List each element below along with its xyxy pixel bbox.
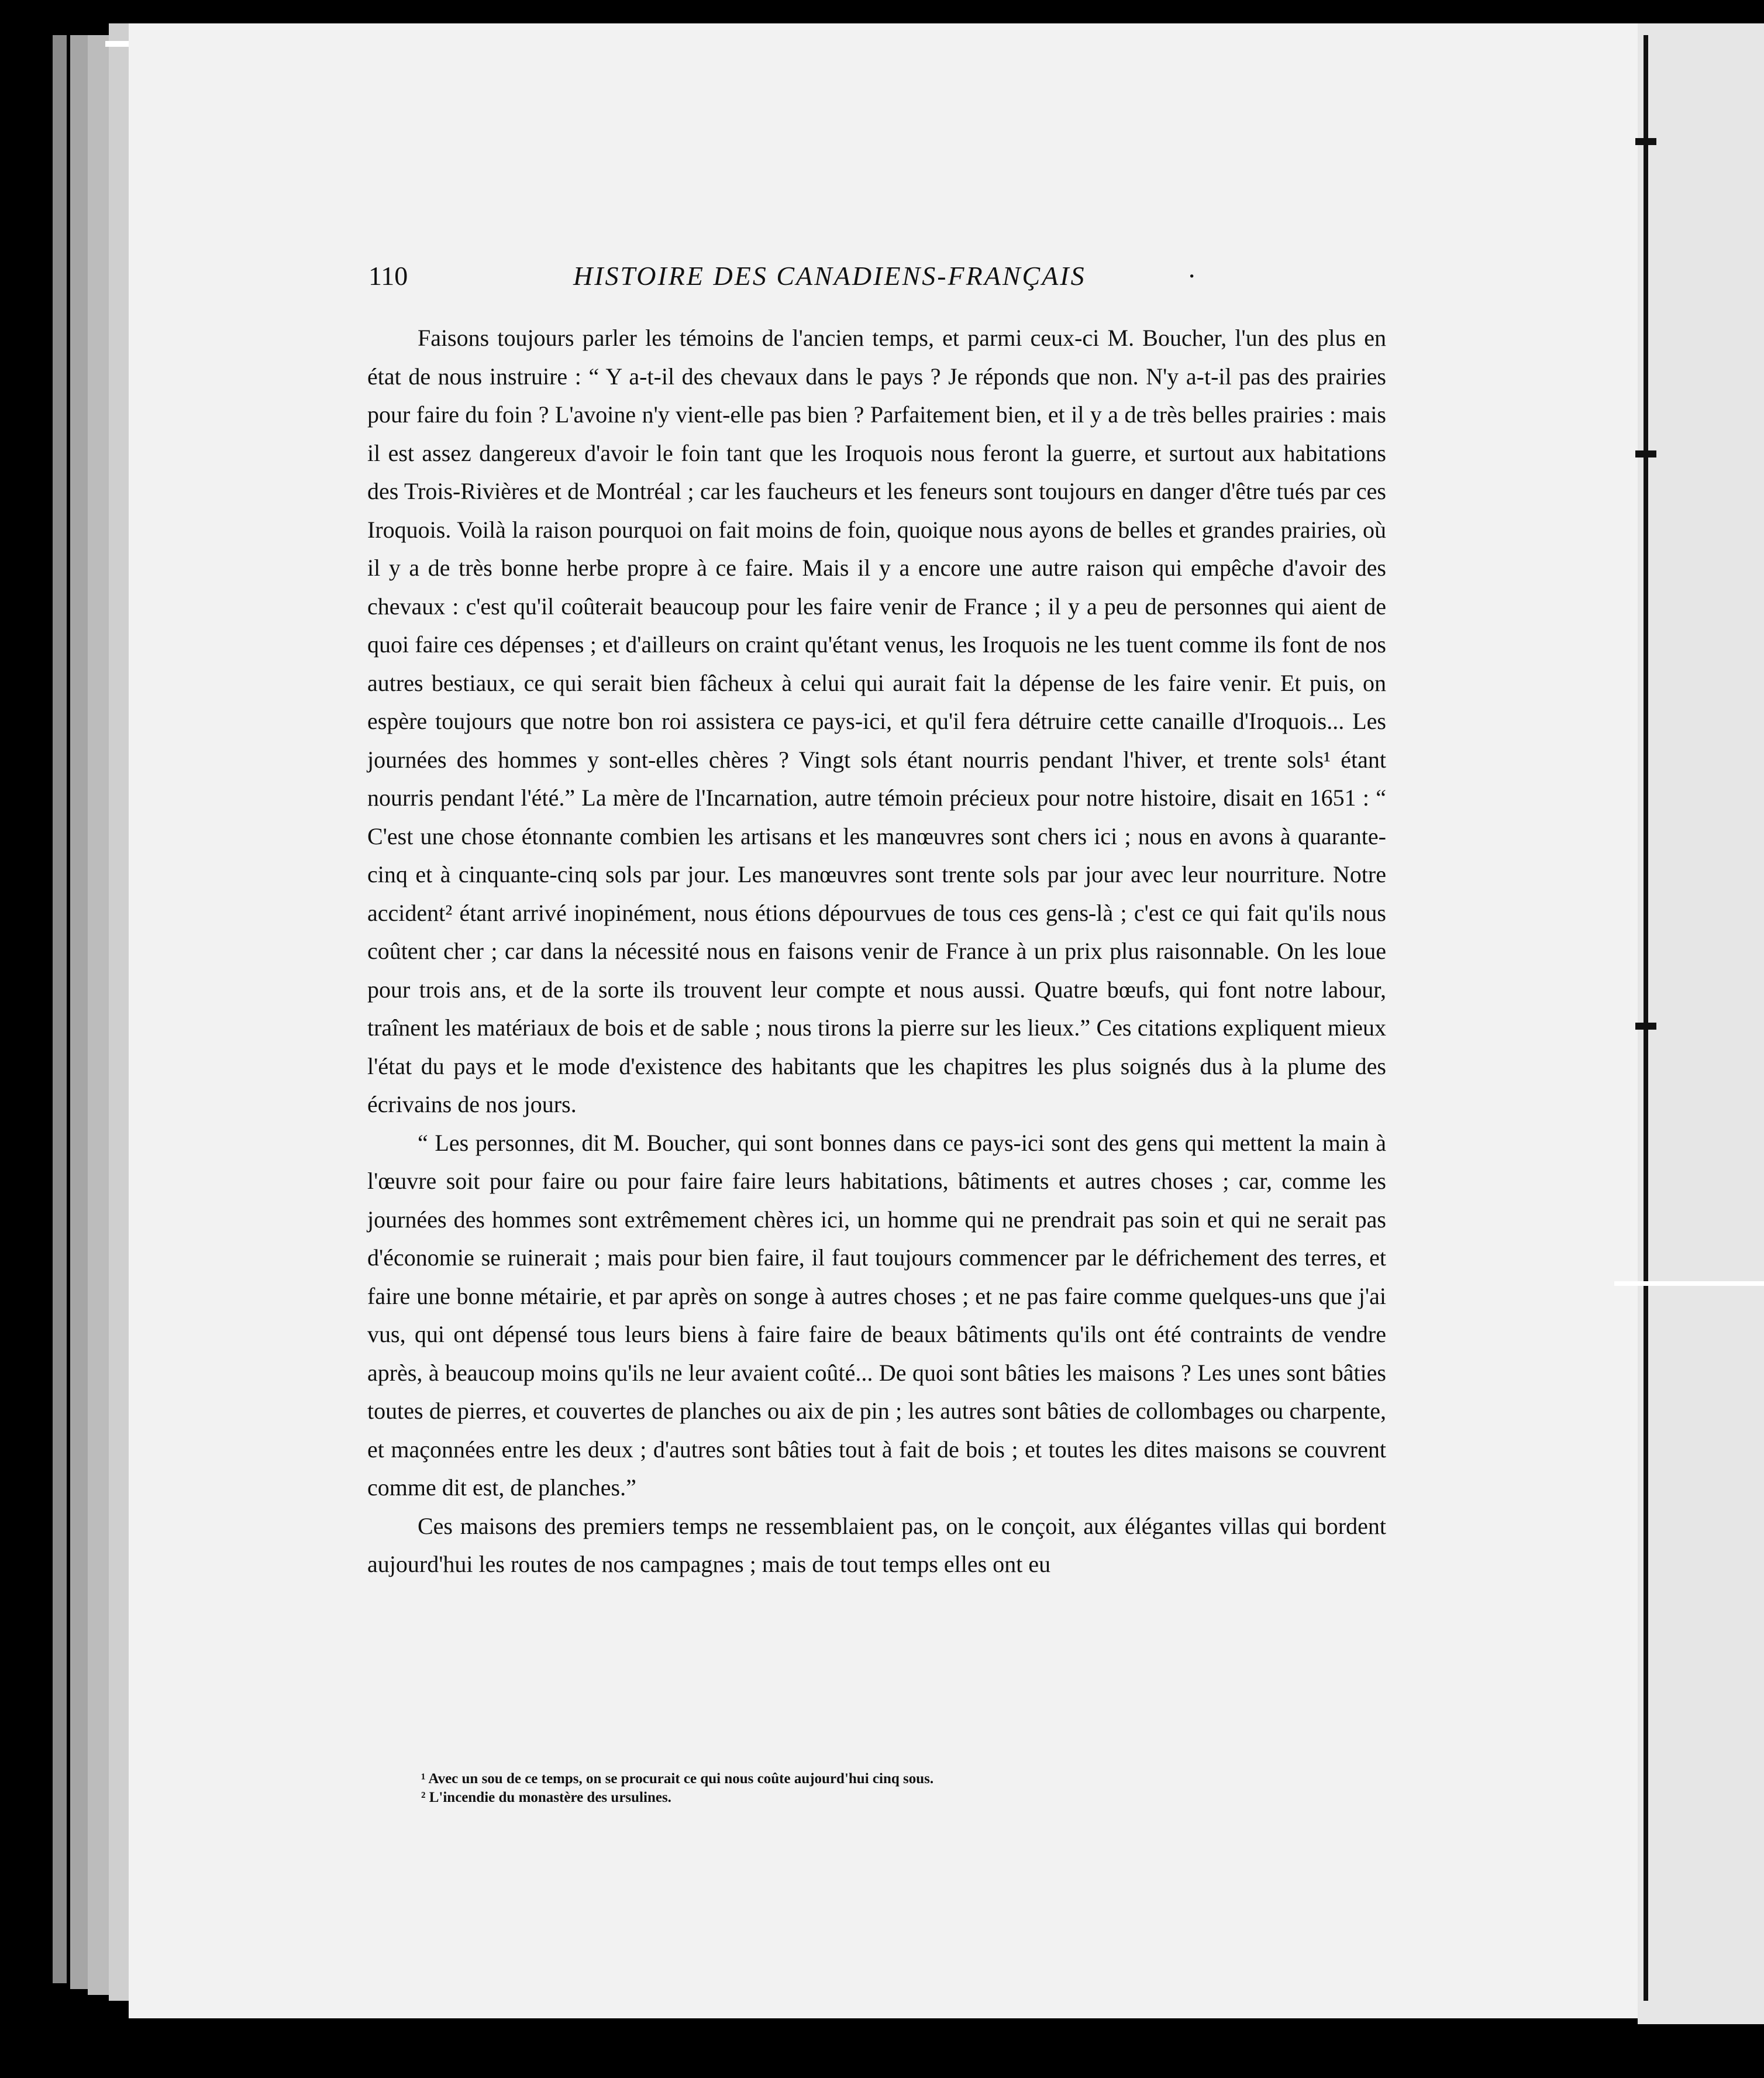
footnote: ² L'incendie du monastère des ursulines. [421,1790,671,1805]
running-title: HISTOIRE DES CANADIENS-FRANÇAIS [573,261,1086,291]
page-crease [1614,1281,1764,1286]
paragraph: “ Les personnes, dit M. Boucher, qui sont bonnes dans ce pays-ici sont des gens qui mettent la main à l'œuvre soit pour faire ou pour faire faire leurs habitations, bâtiments et autres choses ; car, comme les journées des hommes sont extrêmement chères ici, un homme qui ne prendrait pas soin et qui ne serait pas d'économie se ruinerait ; mais pour bien faire, il faut toujours commencer par le défrichement des terres, et faire une bonne métairie, et par après on songe à autres choses ; et ne pas faire comme quelques-uns que j'ai vus, qui ont dépensé tous leurs biens à faire faire de beaux bâtiments qu'ils ont été contraints de vendre après, à beaucoup moins qu'ils ne leur avaient coûté... De quoi sont bâties les maisons ? Les unes sont bâties toutes de pierres, et couvertes de planches ou aix de pin ; les autres sont bâties de collombages ou charpente, et maçonnées entre les deux ; d'autres sont bâties tout à fait de bois ; et toutes les dites maisons se couvrent comme dit est, de planches.” [367,1129,1386,1501]
gutter-mark [1635,450,1656,457]
binding-gutter [1644,35,1648,2001]
paragraph: Ces maisons des premiers temps ne ressemblaient pas, on le conçoit, aux élégantes villas qui bordent aujourd'hui les routes de nos campagnes ; mais de tout temps elles ont eu [367,1512,1386,1577]
page-edge-stack [70,35,88,1989]
running-head [368,260,1491,298]
body-text [367,319,1386,1584]
gutter-mark [1635,1023,1656,1030]
page-edge-stack [88,35,111,1995]
paragraph: Faisons toujours parler les témoins de l'ancien temps, et parmi ceux-ci M. Boucher, l'un des plus en état de nous instruire : “ Y a-t-il des chevaux dans le pays ? Je réponds que non. N'y a-t-il pas des prairies pour faire du foin ? L'avoine n'y vient-elle pas bien ? Parfaitement bien, et il y a de très belles prairies : mais il est assez dangereux d'avoir le foin tant que les Iroquois nous feront la guerre, et surtout aux habitations des Trois-Rivières et de Montréal ; car les faucheurs et les feneurs sont toujours en danger d'être tués par ces Iroquois. Voilà la raison pourquoi on fait moins de foin, quoique nous ayons de belles et grandes prairies, où il y a de très bonne herbe propre à ce faire. Mais il y a encore une autre raison qui empêche d'avoir des chevaux : c'est qu'il coûterait beaucoup pour les faire venir de France ; il y a peu de personnes qui aient de quoi faire ces dépenses ; et d'ailleurs on craint qu'étant venus, les Iroquois ne les tuent comme ils font de nos autres bestiaux, ce qui serait bien fâcheux à celui qui aurait fait la dépense de les faire venir. Et puis, on espère toujours que notre bon roi assistera ce pays-ici, et qu'il fera détruire cette canaille d'Iroquois... Les journées des hommes y sont-elles chères ? Vingt sols étant nourris pendant l'hiver, et trente sols¹ étant nourris pendant l'été.” La mère de l'Incarnation, autre témoin précieux pour notre histoire, disait en 1651 : “ C'est une chose étonnante combien les artisans et les manœuvres sont chers ici ; nous en avons à quarante-cinq et à cinquante-cinq sols par jour. Les manœuvres sont trente sols par jour avec leur nourriture. Notre accident² étant arrivé inopinément, nous étions dépourvues de tous ces gens-là ; c'est ce qui fait qu'ils nous coûtent cher ; car dans la nécessité nous en faisons venir de France à un prix plus raisonnable. On les loue pour trois ans, et de la sorte ils trouvent leur compte et nous aussi. Quatre bœufs, qui font notre labour, traînent les matériaux de bois et de sable ; nous tirons la pierre sur les lieux.” Ces citations expliquent mieux l'état du pays et le mode d'existence des habitants que les chapitres les plus soignés dus à la plume des écrivains de nos jours. [367,325,1386,1117]
page-edge-stack [53,35,67,1983]
footnote: ¹ Avec un sou de ce temps, on se procurait ce qui nous coûte aujourd'hui cinq sous. [421,1771,934,1787]
footnotes [421,1770,1415,1807]
page-number: 110 [368,261,408,291]
gutter-mark [1635,138,1656,145]
facing-page [1638,23,1764,2024]
head-ornament: · [1187,261,1197,291]
